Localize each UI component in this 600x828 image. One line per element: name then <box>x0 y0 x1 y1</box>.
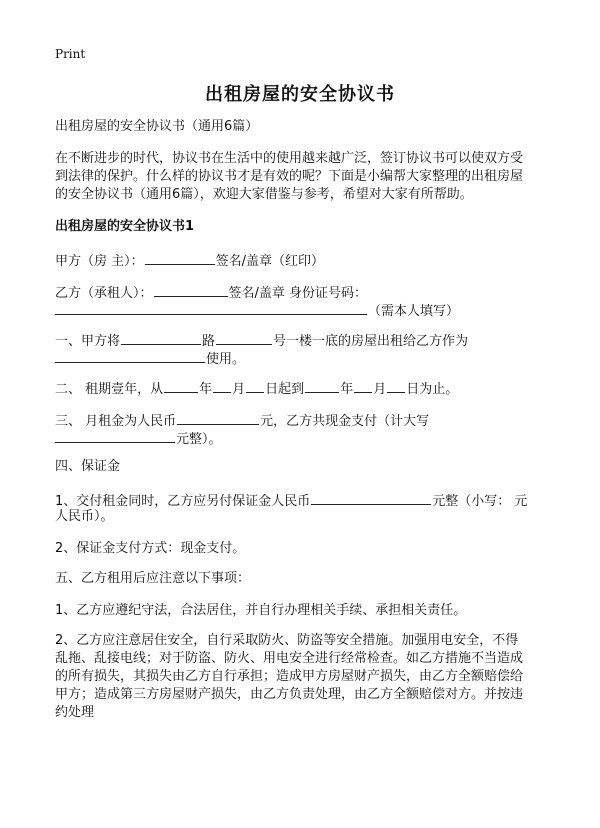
road-blank[interactable] <box>121 330 201 345</box>
deposit2-line: 2、保证金支付方式：现金支付。 <box>55 541 246 556</box>
start-day-blank[interactable] <box>246 378 264 393</box>
end-year-blank[interactable] <box>305 378 339 393</box>
intro-line-2: 到法律的保护。什么样的协议书才是有效的呢？下面是小编帮大家整理的出租房屋 <box>55 169 524 184</box>
party-a-line <box>55 250 324 271</box>
rule2-line-3: 的所有损失，其损失由乙方自行承担；造成甲方房屋财产损失，由乙方全额赔偿给 <box>55 669 524 684</box>
rent-uppercase-blank[interactable] <box>55 428 175 443</box>
section1-heading: 出租房屋的安全协议书1 <box>55 219 195 234</box>
deposit1-text-a: 1、交付租金同时，乙方应另付保证金人民币 <box>55 494 311 509</box>
clause2-year2: 年 <box>340 382 354 397</box>
party-a-name-blank[interactable] <box>145 250 215 265</box>
party-b-id-line <box>55 300 459 321</box>
subtitle: 出租房屋的安全协议书（通用6篇） <box>55 119 259 134</box>
clause2-month2: 月 <box>373 382 387 397</box>
party-a-label: 甲方（房 主）： <box>55 254 144 269</box>
id-number-blank[interactable] <box>55 300 367 315</box>
deposit-amount-blank[interactable] <box>311 490 431 505</box>
party-b-name-blank[interactable] <box>154 282 228 297</box>
clause2-day2: 日为止。 <box>406 382 459 397</box>
clause4-heading: 四、保证金 <box>55 459 121 474</box>
end-day-blank[interactable] <box>387 378 405 393</box>
clause1-text-c: 号一楼一底的房屋出租给乙方作为 <box>273 334 469 349</box>
page-title: 出租房屋的安全协议书 <box>205 84 395 105</box>
clause3-text-b: 元，乙方共现金支付（计大写 <box>260 414 430 429</box>
start-year-blank[interactable] <box>164 378 198 393</box>
clause1-text-b: 路 <box>202 334 216 349</box>
rule2-line-4: 甲方；造成第三方房屋财产损失，由乙方负责处理，由乙方全额赔偿对方。并按违 <box>55 687 524 702</box>
start-month-blank[interactable] <box>213 378 231 393</box>
party-b-label: 乙方（承租人）： <box>55 286 153 301</box>
clause3-line-2 <box>55 428 222 449</box>
clause2-year1: 年 <box>199 382 213 397</box>
clause5-heading: 五、乙方租用后应注意以下事项： <box>55 571 251 586</box>
party-a-sign: 签名/盖章（红印） <box>215 254 325 269</box>
rule2-line-2: 乱拖、乱接电线；对于防盗、防火、用电安全进行经常检查。如乙方措施不当造成 <box>55 651 524 666</box>
clause3-text-a: 三、 月租金为人民币 <box>55 414 177 429</box>
rule2-line-1: 2、乙方应注意居住安全，自行采取防火、防盗等安全措施。加强用电安全，不得 <box>55 633 519 648</box>
clause2-month1: 月 <box>232 382 246 397</box>
clause1-text-a: 一、甲方将 <box>55 334 121 349</box>
clause1-line-2 <box>55 348 245 369</box>
clause2-day1: 日起到 <box>265 382 305 397</box>
deposit1-line-2: 人民币）。 <box>55 509 114 524</box>
clause3-text-c: 元整）。 <box>176 432 222 447</box>
rule2-line-5: 约处理 <box>55 705 95 720</box>
rule1-line: 1、乙方应遵纪守法，合法居住，并自行办理相关手续、承担相关责任。 <box>55 603 467 618</box>
usage-blank[interactable] <box>55 348 205 363</box>
intro-line-3: 的安全协议书（通用6篇），欢迎大家借鉴与参考，希望对大家有所帮助。 <box>55 187 473 202</box>
party-b-sign: 签名/盖章 身份证号码： <box>228 286 368 301</box>
clause2-text-a: 二、 租期壹年，从 <box>55 382 164 397</box>
intro-line-1: 在不断进步的时代，协议书在生活中的使用越来越广泛，签订协议书可以使双方受 <box>55 151 524 166</box>
deposit1-line <box>55 490 527 511</box>
number-blank[interactable] <box>216 330 272 345</box>
clause2-line <box>55 378 458 399</box>
end-month-blank[interactable] <box>354 378 372 393</box>
deposit1-text-b: 元整（小写： 元 <box>432 494 528 509</box>
party-b-note: （需本人填写） <box>368 304 460 319</box>
print-label[interactable]: Print <box>55 47 86 61</box>
clause1-text-d: 使用。 <box>206 352 246 367</box>
rent-amount-blank[interactable] <box>177 410 259 425</box>
